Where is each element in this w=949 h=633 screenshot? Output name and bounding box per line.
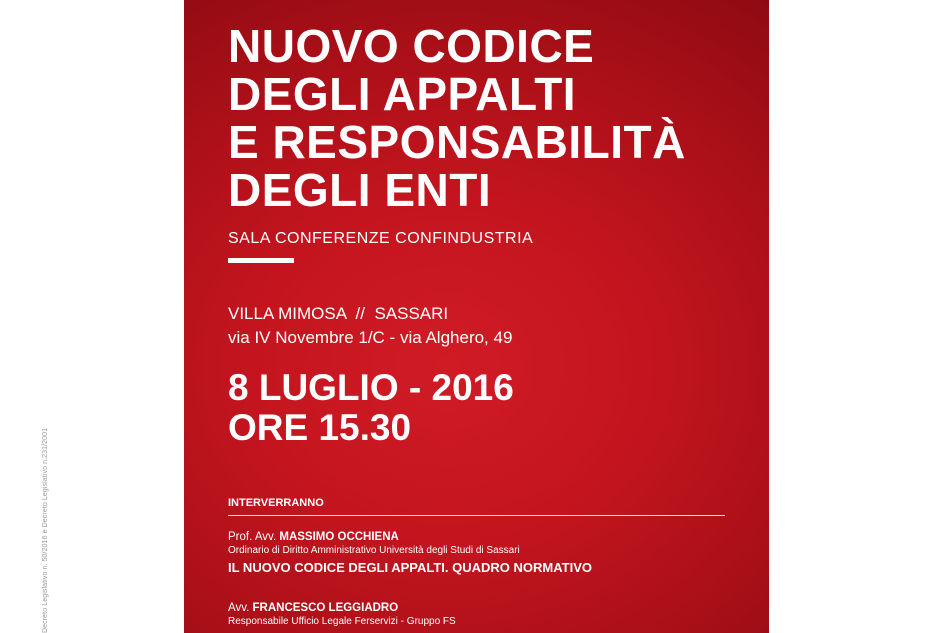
event-location bbox=[228, 302, 512, 350]
event-datetime bbox=[228, 368, 514, 448]
side-note-text: Decreto Legislativo n. 50/2016 e Decreto Legislativo n.231/2001 bbox=[42, 427, 49, 633]
speaker-title: Prof. Avv. bbox=[228, 531, 277, 543]
speaker-role: Responsabile Ufficio Legale Ferservizi - Gruppo FS bbox=[228, 616, 456, 627]
speaker-role: Ordinario di Diritto Amministrativo Università degli Studi di Sassari bbox=[228, 545, 520, 556]
divider-bar bbox=[228, 258, 294, 263]
speakers-heading: INTERVERRANNO bbox=[228, 497, 324, 509]
speaker-name bbox=[228, 601, 456, 615]
title-line: NUOVO CODICE bbox=[228, 20, 595, 72]
event-poster bbox=[184, 0, 769, 633]
speaker-entry bbox=[228, 530, 592, 577]
speaker-topic: IL NUOVO CODICE DEGLI APPALTI. QUADRO NORMATIVO bbox=[228, 560, 593, 575]
speaker-name bbox=[228, 530, 592, 544]
speaker-title: Avv. bbox=[228, 602, 250, 614]
speaker-entry bbox=[228, 601, 456, 628]
title-line: E RESPONSABILITÀ bbox=[228, 116, 686, 168]
speaker-fullname: MASSIMO OCCHIENA bbox=[279, 531, 399, 543]
title-line: DEGLI APPALTI bbox=[228, 68, 577, 120]
speakers-divider bbox=[228, 515, 725, 516]
event-date: 8 LUGLIO - 2016 bbox=[228, 367, 514, 408]
title-line: DEGLI ENTI bbox=[228, 164, 492, 216]
poster-title bbox=[228, 22, 686, 214]
location-address: via IV Novembre 1/C - via Alghero, 49 bbox=[228, 328, 513, 347]
speaker-fullname: FRANCESCO LEGGIADRO bbox=[252, 602, 399, 614]
venue-subtitle: SALA CONFERENZE CONFINDUSTRIA bbox=[228, 230, 534, 247]
location-venue: VILLA MIMOSA // SASSARI bbox=[228, 304, 449, 323]
event-time: ORE 15.30 bbox=[228, 407, 412, 448]
